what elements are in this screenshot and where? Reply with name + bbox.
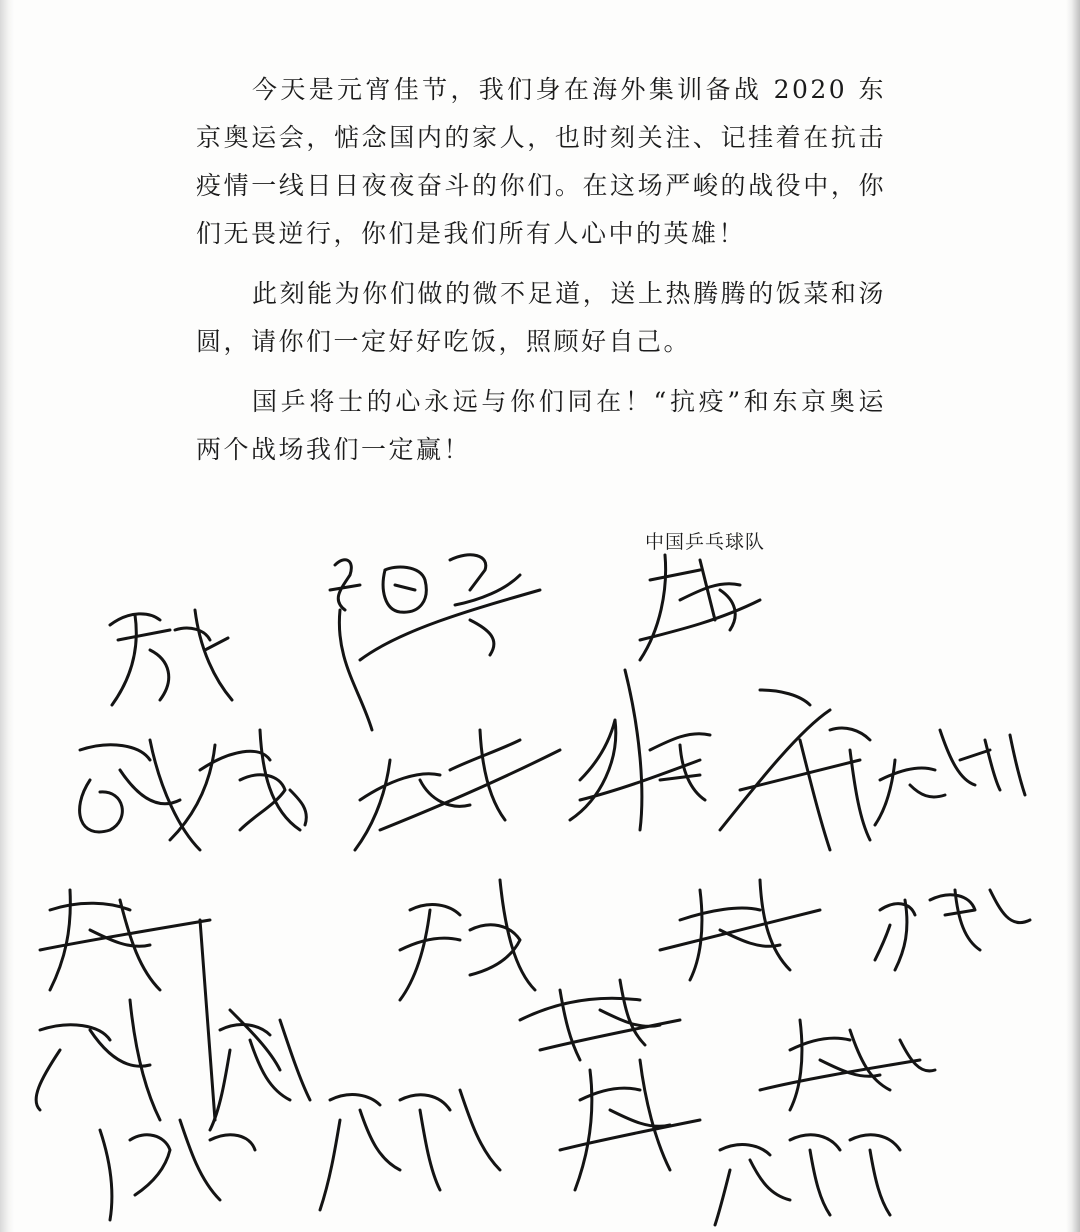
signatures-svg bbox=[0, 530, 1080, 1232]
handwritten-signature-10 bbox=[40, 890, 210, 990]
handwritten-signature-16 bbox=[210, 1020, 310, 1130]
handwritten-signature-17 bbox=[760, 1020, 935, 1110]
handwritten-signature-20 bbox=[100, 1120, 255, 1220]
handwritten-signature-12 bbox=[400, 880, 535, 1000]
handwritten-signature-4 bbox=[80, 740, 200, 850]
handwritten-signature-15 bbox=[520, 980, 680, 1060]
handwritten-signature-14 bbox=[875, 890, 1030, 970]
letter-body bbox=[196, 66, 886, 486]
team-name: 中国乒乓球队 bbox=[645, 531, 766, 553]
handwritten-signature-9 bbox=[875, 730, 1025, 825]
handwritten-signature-21 bbox=[715, 1135, 900, 1225]
handwritten-signature-13 bbox=[660, 880, 820, 980]
handwritten-signature-2 bbox=[330, 555, 540, 730]
handwritten-signature-8 bbox=[720, 690, 870, 850]
letter-paragraph-1: 今天是元宵佳节，我们身在海外集训备战 2020 东京奥运会，惦念国内的家人，也时刻关注、记挂着在抗击疫情一线日日夜夜奋斗的你们。在这场严峻的战役中，你们无畏逆行，你们是我们所有人心中的英雄！ bbox=[196, 75, 886, 248]
handwritten-signature-1 bbox=[110, 610, 232, 705]
letter-paragraph-2: 此刻能为你们做的微不足道，送上热腾腾的饭菜和汤圆，请你们一定好好吃饭，照顾好自己。 bbox=[196, 279, 886, 356]
signature-block bbox=[0, 530, 1080, 1232]
handwritten-signature-3 bbox=[640, 555, 760, 660]
letter-paragraph-3: 国乒将士的心永远与你们同在！“抗疫”和东京奥运两个战场我们一定赢！ bbox=[196, 387, 886, 464]
handwritten-signature-11 bbox=[36, 920, 280, 1120]
handwritten-signature-7 bbox=[570, 670, 710, 830]
handwritten-signature-6 bbox=[355, 730, 560, 850]
handwritten-signature-5 bbox=[170, 730, 306, 840]
handwritten-signature-19 bbox=[560, 1060, 700, 1190]
handwritten-signature-18 bbox=[320, 1090, 500, 1210]
